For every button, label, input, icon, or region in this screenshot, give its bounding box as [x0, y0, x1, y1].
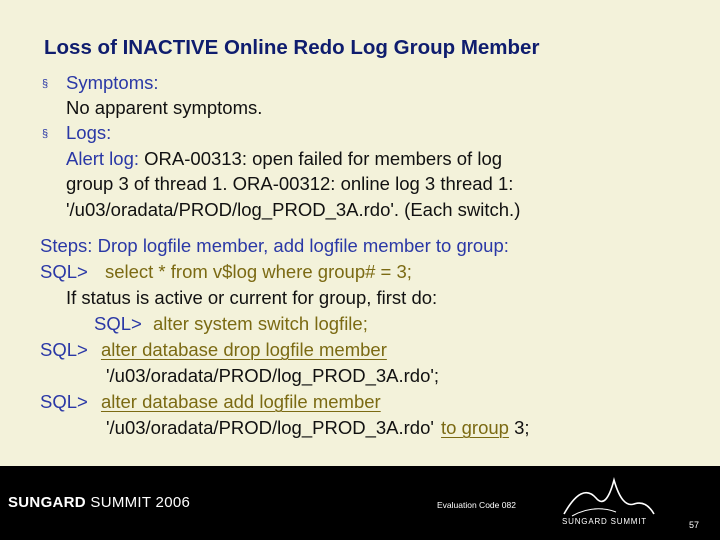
symptoms-label: Symptoms: — [66, 72, 159, 93]
sql-to-group: to group — [441, 417, 509, 438]
if-status-line: If status is active or current for group, first do: — [66, 287, 438, 308]
sql-line-5 — [106, 417, 530, 439]
sql-select: select * from v$log where group# = 3; — [104, 261, 412, 282]
page-number: 57 — [689, 520, 700, 530]
evaluation-code: Evaluation Code 082 — [437, 500, 516, 510]
logs-line-1 — [66, 148, 502, 170]
sql-prompt: SQL> — [40, 261, 88, 282]
logs-line-3: '/u03/oradata/PROD/log_PROD_3A.rdo'. (Each switch.) — [66, 199, 521, 220]
brand-thin: SUMMIT 2006 — [90, 494, 191, 511]
sql-add-member: alter database add logfile member — [100, 391, 381, 412]
alert-log-text: ORA-00313: open failed for members of log — [144, 148, 503, 169]
sql-prompt: SQL> — [40, 339, 88, 360]
logs-line-2: group 3 of thread 1. ORA-00312: online log 3 thread 1: — [66, 173, 514, 194]
logo-text: SUNGARD SUMMIT — [562, 517, 647, 526]
sql-prompt: SQL> — [94, 313, 142, 334]
sql-line-3 — [40, 339, 387, 361]
sql-line-2 — [94, 313, 368, 335]
symptoms-text: No apparent symptoms. — [66, 97, 263, 118]
brand-wordmark — [8, 494, 190, 511]
bullet-icon: § — [42, 78, 49, 90]
bullet-icon: § — [42, 128, 49, 140]
sql-line-4 — [40, 391, 381, 413]
sql-drop-member: alter database drop logfile member — [100, 339, 387, 360]
sql-add-path: '/u03/oradata/PROD/log_PROD_3A.rdo' — [106, 417, 434, 438]
sql-group-number: 3; — [514, 417, 530, 438]
alert-log-label: Alert log: — [66, 148, 140, 169]
logs-label: Logs: — [66, 122, 112, 143]
sql-line-1 — [40, 261, 412, 283]
slide-title: Loss of INACTIVE Online Redo Log Group Member — [44, 36, 540, 59]
sql-prompt: SQL> — [40, 391, 88, 412]
steps-line: Steps: Drop logfile member, add logfile member to group: — [40, 235, 509, 256]
brand-bold: SUNGARD — [8, 494, 86, 511]
sql-switch-logfile: alter system switch logfile; — [152, 313, 368, 334]
sql-drop-path: '/u03/oradata/PROD/log_PROD_3A.rdo'; — [106, 365, 440, 386]
